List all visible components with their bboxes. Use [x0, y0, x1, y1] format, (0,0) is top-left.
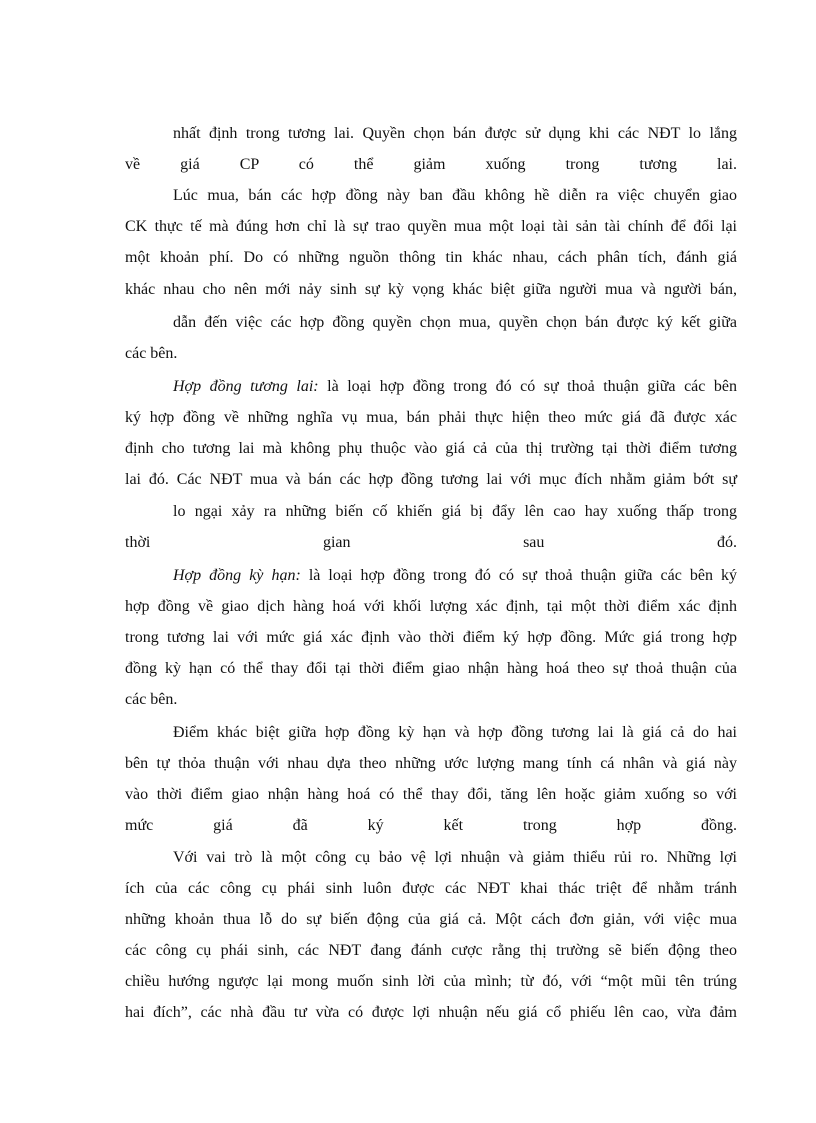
- text-line: CK thực tế mà đúng hơn chỉ là sự trao quyền mua một loại tài sản tài chính để đổi lại: [125, 218, 737, 235]
- definition-line: [173, 566, 737, 586]
- text-line: lo ngại xảy ra những biến cố khiến giá bị đẩy lên cao hay xuống thấp trong: [173, 503, 737, 520]
- text-line: Với vai trò là một công cụ bảo vệ lợi nhuận và giảm thiểu rủi ro. Những lợi: [173, 849, 737, 866]
- text-line: hai đích”, các nhà đầu tư vừa có được lợi nhuận nếu giá cổ phiếu lên cao, vừa đảm: [125, 1004, 737, 1021]
- text-line: thời gian sau đó.: [125, 534, 737, 551]
- term-forward-contract: Hợp đồng kỳ hạn:: [173, 567, 301, 584]
- text-line: vào thời điểm giao nhận hàng hoá có thể thay đổi, tăng lên hoặc giảm xuống so với: [125, 786, 737, 803]
- text-line: ký hợp đồng về những nghĩa vụ mua, bán phải thực hiện theo mức giá đã được xác: [125, 409, 737, 426]
- text-line: khác nhau cho nên mới nảy sinh sự kỳ vọng khác biệt giữa người mua và người bán,: [125, 281, 737, 298]
- text-line: Lúc mua, bán các hợp đồng này ban đầu không hề diễn ra việc chuyển giao: [173, 187, 737, 204]
- text-line: các bên.: [125, 691, 178, 708]
- text-line: nhất định trong tương lai. Quyền chọn bán được sử dụng khi các NĐT lo lắng: [173, 125, 737, 142]
- text-line: về giá CP có thể giảm xuống trong tương lai.: [125, 156, 737, 173]
- text-line: lai đó. Các NĐT mua và bán các hợp đồng tương lai với mục đích nhằm giảm bớt sự: [125, 471, 737, 488]
- text-line: hợp đồng về giao dịch hàng hoá với khối lượng xác định, tại một thời điểm xác định: [125, 598, 737, 615]
- text-line: đồng kỳ hạn có thể thay đổi tại thời điểm giao nhận hàng hoá theo sự thoả thuận của: [125, 660, 737, 677]
- text-line: bên tự thỏa thuận với nhau dựa theo những ước lượng mang tính cá nhân và giá này: [125, 755, 737, 772]
- text-line: ích của các công cụ phái sinh luôn được các NĐT khai thác triệt để nhằm tránh: [125, 880, 737, 897]
- text-line: Điểm khác biệt giữa hợp đồng kỳ hạn và hợp đồng tương lai là giá cả do hai: [173, 724, 737, 741]
- text-line: dẫn đến việc các hợp đồng quyền chọn mua, quyền chọn bán được ký kết giữa: [173, 314, 737, 331]
- term-futures-contract: Hợp đồng tương lai:: [173, 378, 319, 395]
- text-fragment: là loại hợp đồng trong đó có sự thoả thuận giữa các bên: [318, 378, 737, 395]
- text-line: một khoản phí. Do có những nguồn thông tin khác nhau, cách phân tích, đánh giá: [125, 249, 737, 266]
- text-line: các công cụ phái sinh, các NĐT đang đánh cược rằng thị trường sẽ biến động theo: [125, 942, 737, 959]
- text-line: những khoản thua lỗ do sự biến động của giá cả. Một cách đơn giản, với việc mua: [125, 911, 737, 928]
- text-line: trong tương lai với mức giá xác định vào thời điểm ký hợp đồng. Mức giá trong hợp: [125, 629, 737, 646]
- definition-line: [173, 377, 737, 397]
- text-line: mức giá đã ký kết trong hợp đồng.: [125, 817, 737, 834]
- text-line: chiều hướng ngược lại mong muốn sinh lời của mình; từ đó, với “một mũi tên trúng: [125, 973, 737, 990]
- text-line: các bên.: [125, 345, 178, 362]
- text-fragment: là loại hợp đồng trong đó có sự thoả thuận giữa các bên ký: [300, 567, 737, 584]
- text-line: định cho tương lai mà không phụ thuộc vào giá cả của thị trường tại thời điểm tương: [125, 440, 737, 457]
